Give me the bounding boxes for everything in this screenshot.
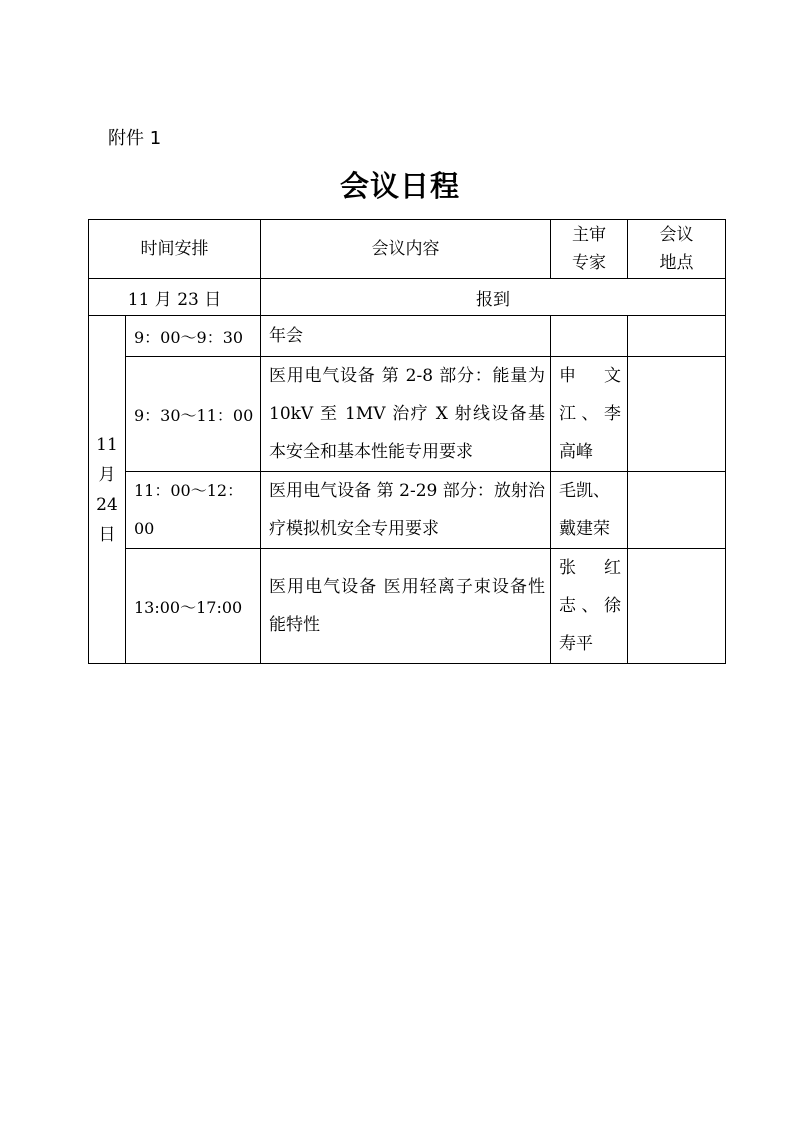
header-experts-line1: 主审 (572, 225, 606, 245)
header-experts-line2: 专家 (572, 253, 606, 273)
session-time: 9：30～11：00 (126, 357, 261, 472)
page-title: 会议日程 (339, 169, 460, 203)
session-content: 医用电气设备 医用轻离子束设备性能特性 (261, 549, 551, 664)
header-location (628, 220, 726, 279)
session-time: 9：00～9：30 (126, 316, 261, 357)
table-row (89, 316, 726, 357)
session-experts: 张 红志、徐寿平 (551, 549, 628, 664)
session-location (628, 472, 726, 549)
header-location-line2: 地点 (659, 253, 694, 273)
registration-activity: 报到 (261, 279, 726, 316)
registration-row (89, 279, 726, 316)
registration-date: 11 月 23 日 (89, 279, 261, 316)
header-location-line1: 会议 (659, 225, 694, 245)
table-row (89, 549, 726, 664)
day-24-line3: 24 (96, 494, 118, 515)
session-experts (551, 316, 628, 357)
session-content: 医用电气设备 第 2-8 部分：能量为 10kV 至 1MV 治疗 X 射线设备基本安全和基本性能专用要求 (261, 357, 551, 472)
header-time: 时间安排 (89, 220, 261, 279)
table-row (89, 357, 726, 472)
header-row (89, 220, 726, 279)
day-24-line1: 11 (96, 434, 118, 455)
header-content: 会议内容 (261, 220, 551, 279)
session-location (628, 316, 726, 357)
session-content: 医用电气设备 第 2-29 部分：放射治疗模拟机安全专用要求 (261, 472, 551, 549)
session-content: 年会 (261, 316, 551, 357)
session-time: 11：00～12：00 (126, 472, 261, 549)
attachment-label: 附件 1 (108, 128, 162, 149)
schedule-table (88, 219, 726, 664)
table-row (89, 472, 726, 549)
header-experts (551, 220, 628, 279)
day-24-line4: 日 (98, 524, 116, 545)
session-location (628, 549, 726, 664)
day-24-line2: 月 (98, 464, 116, 485)
session-location (628, 357, 726, 472)
session-experts: 申 文江、李高峰 (551, 357, 628, 472)
session-time: 13:00～17:00 (126, 549, 261, 664)
day-24-label (89, 316, 126, 664)
session-experts: 毛凯、戴建荣 (551, 472, 628, 549)
